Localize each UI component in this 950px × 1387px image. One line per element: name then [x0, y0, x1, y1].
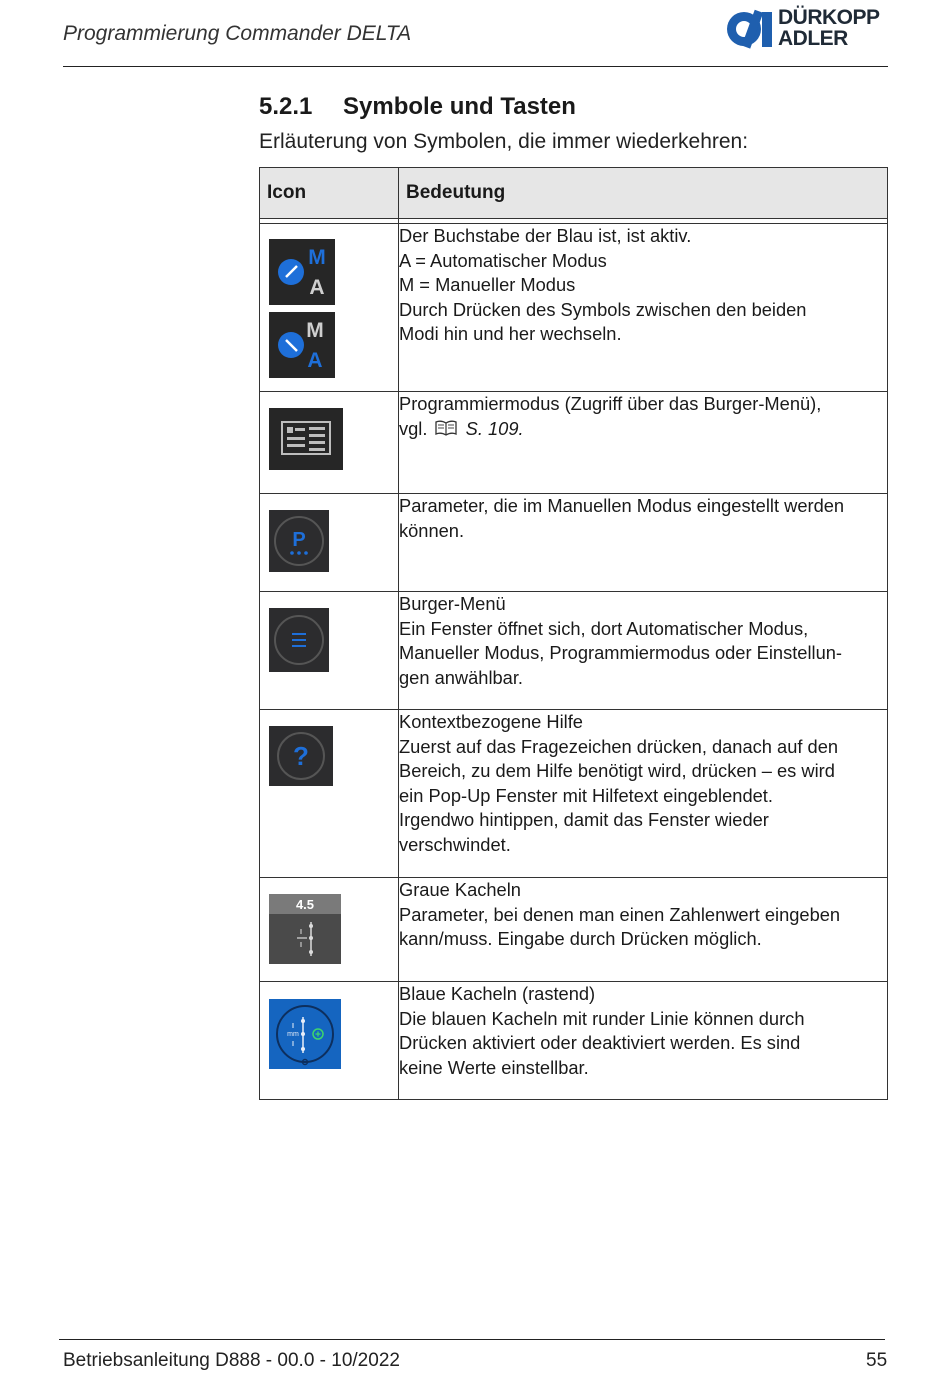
parameter-letter: P: [292, 529, 306, 551]
row-description: [399, 982, 888, 1100]
desc-line: Ein Fenster öffnet sich, dort Automatischer Modus,: [399, 617, 809, 639]
symbol-table: [259, 167, 888, 1100]
help-icon: [269, 726, 333, 786]
desc-line: A = Automatischer Modus: [399, 249, 607, 271]
row-description: [399, 224, 888, 392]
desc-line: Kontextbezogene Hilfe: [399, 711, 583, 732]
footer-document-id: Betriebsanleitung D888 - 00.0 - 10/2022: [63, 1350, 400, 1371]
gray-tile-icon: [269, 894, 341, 964]
desc-line: M = Manueller Modus: [399, 274, 576, 296]
column-header-icon: Icon: [260, 168, 399, 219]
desc-line: gen anwählbar.: [399, 666, 524, 688]
page-reference-link[interactable]: S. 109.: [465, 417, 524, 439]
help-question-mark: ?: [293, 741, 309, 771]
desc-line: Zuerst auf das Fragezeichen drücken, danach auf den: [399, 735, 839, 757]
desc-line: Durch Drücken des Symbols zwischen den beiden: [399, 298, 807, 320]
icon-cell: [260, 494, 399, 592]
page-number: 55: [866, 1350, 888, 1371]
table-row: [260, 494, 888, 592]
reference-prefix: vgl.: [399, 417, 428, 439]
header-title: Programmierung Commander DELTA: [63, 22, 412, 45]
desc-line: Burger-Menü: [399, 593, 506, 614]
row-description: [399, 710, 888, 878]
desc-line: Der Buchstabe der Blau ist, ist aktiv.: [399, 225, 692, 246]
mode-letter-m: M: [308, 246, 326, 269]
desc-line: Manueller Modus, Programmiermodus oder Einstellun-: [399, 642, 842, 664]
table-row: [260, 224, 888, 392]
icon-cell: [260, 878, 399, 982]
desc-line: ein Pop-Up Fenster mit Hilfetext eingeblendet.: [399, 784, 773, 806]
duerkopp-adler-logo: [724, 7, 894, 51]
desc-line: Modi hin und her wechseln.: [399, 323, 622, 345]
blue-tile-unit: mm: [287, 1031, 299, 1038]
mode-letter-m-2: M: [306, 319, 324, 342]
footer-divider: [59, 1339, 885, 1340]
mode-automatic-icon: [269, 239, 335, 305]
desc-line: Bereich, zu dem Hilfe benötigt wird, drücken – es wird: [399, 760, 835, 782]
mode-letter-a-2: A: [307, 349, 323, 372]
table-header-row: [260, 168, 888, 219]
icon-cell: [260, 224, 399, 392]
desc-line: Die blauen Kacheln mit runder Linie können durch: [399, 1007, 805, 1029]
logo-mark-icon: [724, 7, 778, 51]
table-row: [260, 982, 888, 1100]
desc-reference-line: [399, 417, 887, 442]
header-divider: [63, 66, 888, 67]
gray-tile-value: 4.5: [295, 897, 315, 912]
desc-line: verschwindet.: [399, 833, 511, 855]
mode-letter-a: A: [309, 276, 325, 299]
icon-cell: [260, 592, 399, 710]
logo-text: [778, 7, 880, 49]
row-description: [399, 878, 888, 982]
parameter-icon: [269, 510, 329, 572]
desc-line: Blaue Kacheln (rastend): [399, 983, 596, 1004]
logo-line-1: DÜRKOPP: [778, 6, 880, 29]
desc-line: können.: [399, 519, 465, 541]
programming-mode-icon: [269, 408, 343, 470]
desc-line: Programmiermodus (Zugriff über das Burger-Menü),: [399, 393, 822, 414]
desc-line: Drücken aktiviert oder deaktiviert werden. Es sind: [399, 1032, 801, 1054]
burger-menu-icon: [269, 608, 329, 672]
row-description: [399, 494, 888, 592]
book-icon: [435, 420, 457, 436]
logo-line-2: ADLER: [778, 27, 848, 50]
column-header-meaning: Bedeutung: [399, 168, 888, 219]
blue-tile-icon: [269, 999, 341, 1069]
desc-line: kann/muss. Eingabe durch Drücken möglich.: [399, 928, 762, 950]
section-intro: Erläuterung von Symbolen, die immer wiederkehren:: [259, 130, 749, 153]
desc-line: Parameter, bei denen man einen Zahlenwert eingeben: [399, 903, 841, 925]
table-row: [260, 592, 888, 710]
icon-cell: [260, 710, 399, 878]
desc-line: Graue Kacheln: [399, 879, 521, 900]
table-row: [260, 392, 888, 494]
table-row: [260, 878, 888, 982]
section-title: Symbole und Tasten: [343, 93, 576, 120]
row-description: [399, 592, 888, 710]
mode-manual-icon: [269, 312, 335, 378]
table-row: [260, 710, 888, 878]
desc-line: Irgendwo hintippen, damit das Fenster wieder: [399, 809, 769, 831]
icon-cell: [260, 982, 399, 1100]
icon-cell: [260, 392, 399, 494]
desc-line: Parameter, die im Manuellen Modus eingestellt werden: [399, 495, 845, 516]
desc-line: keine Werte einstellbar.: [399, 1056, 589, 1078]
section-number: 5.2.1: [259, 93, 313, 120]
row-description: [399, 392, 888, 494]
